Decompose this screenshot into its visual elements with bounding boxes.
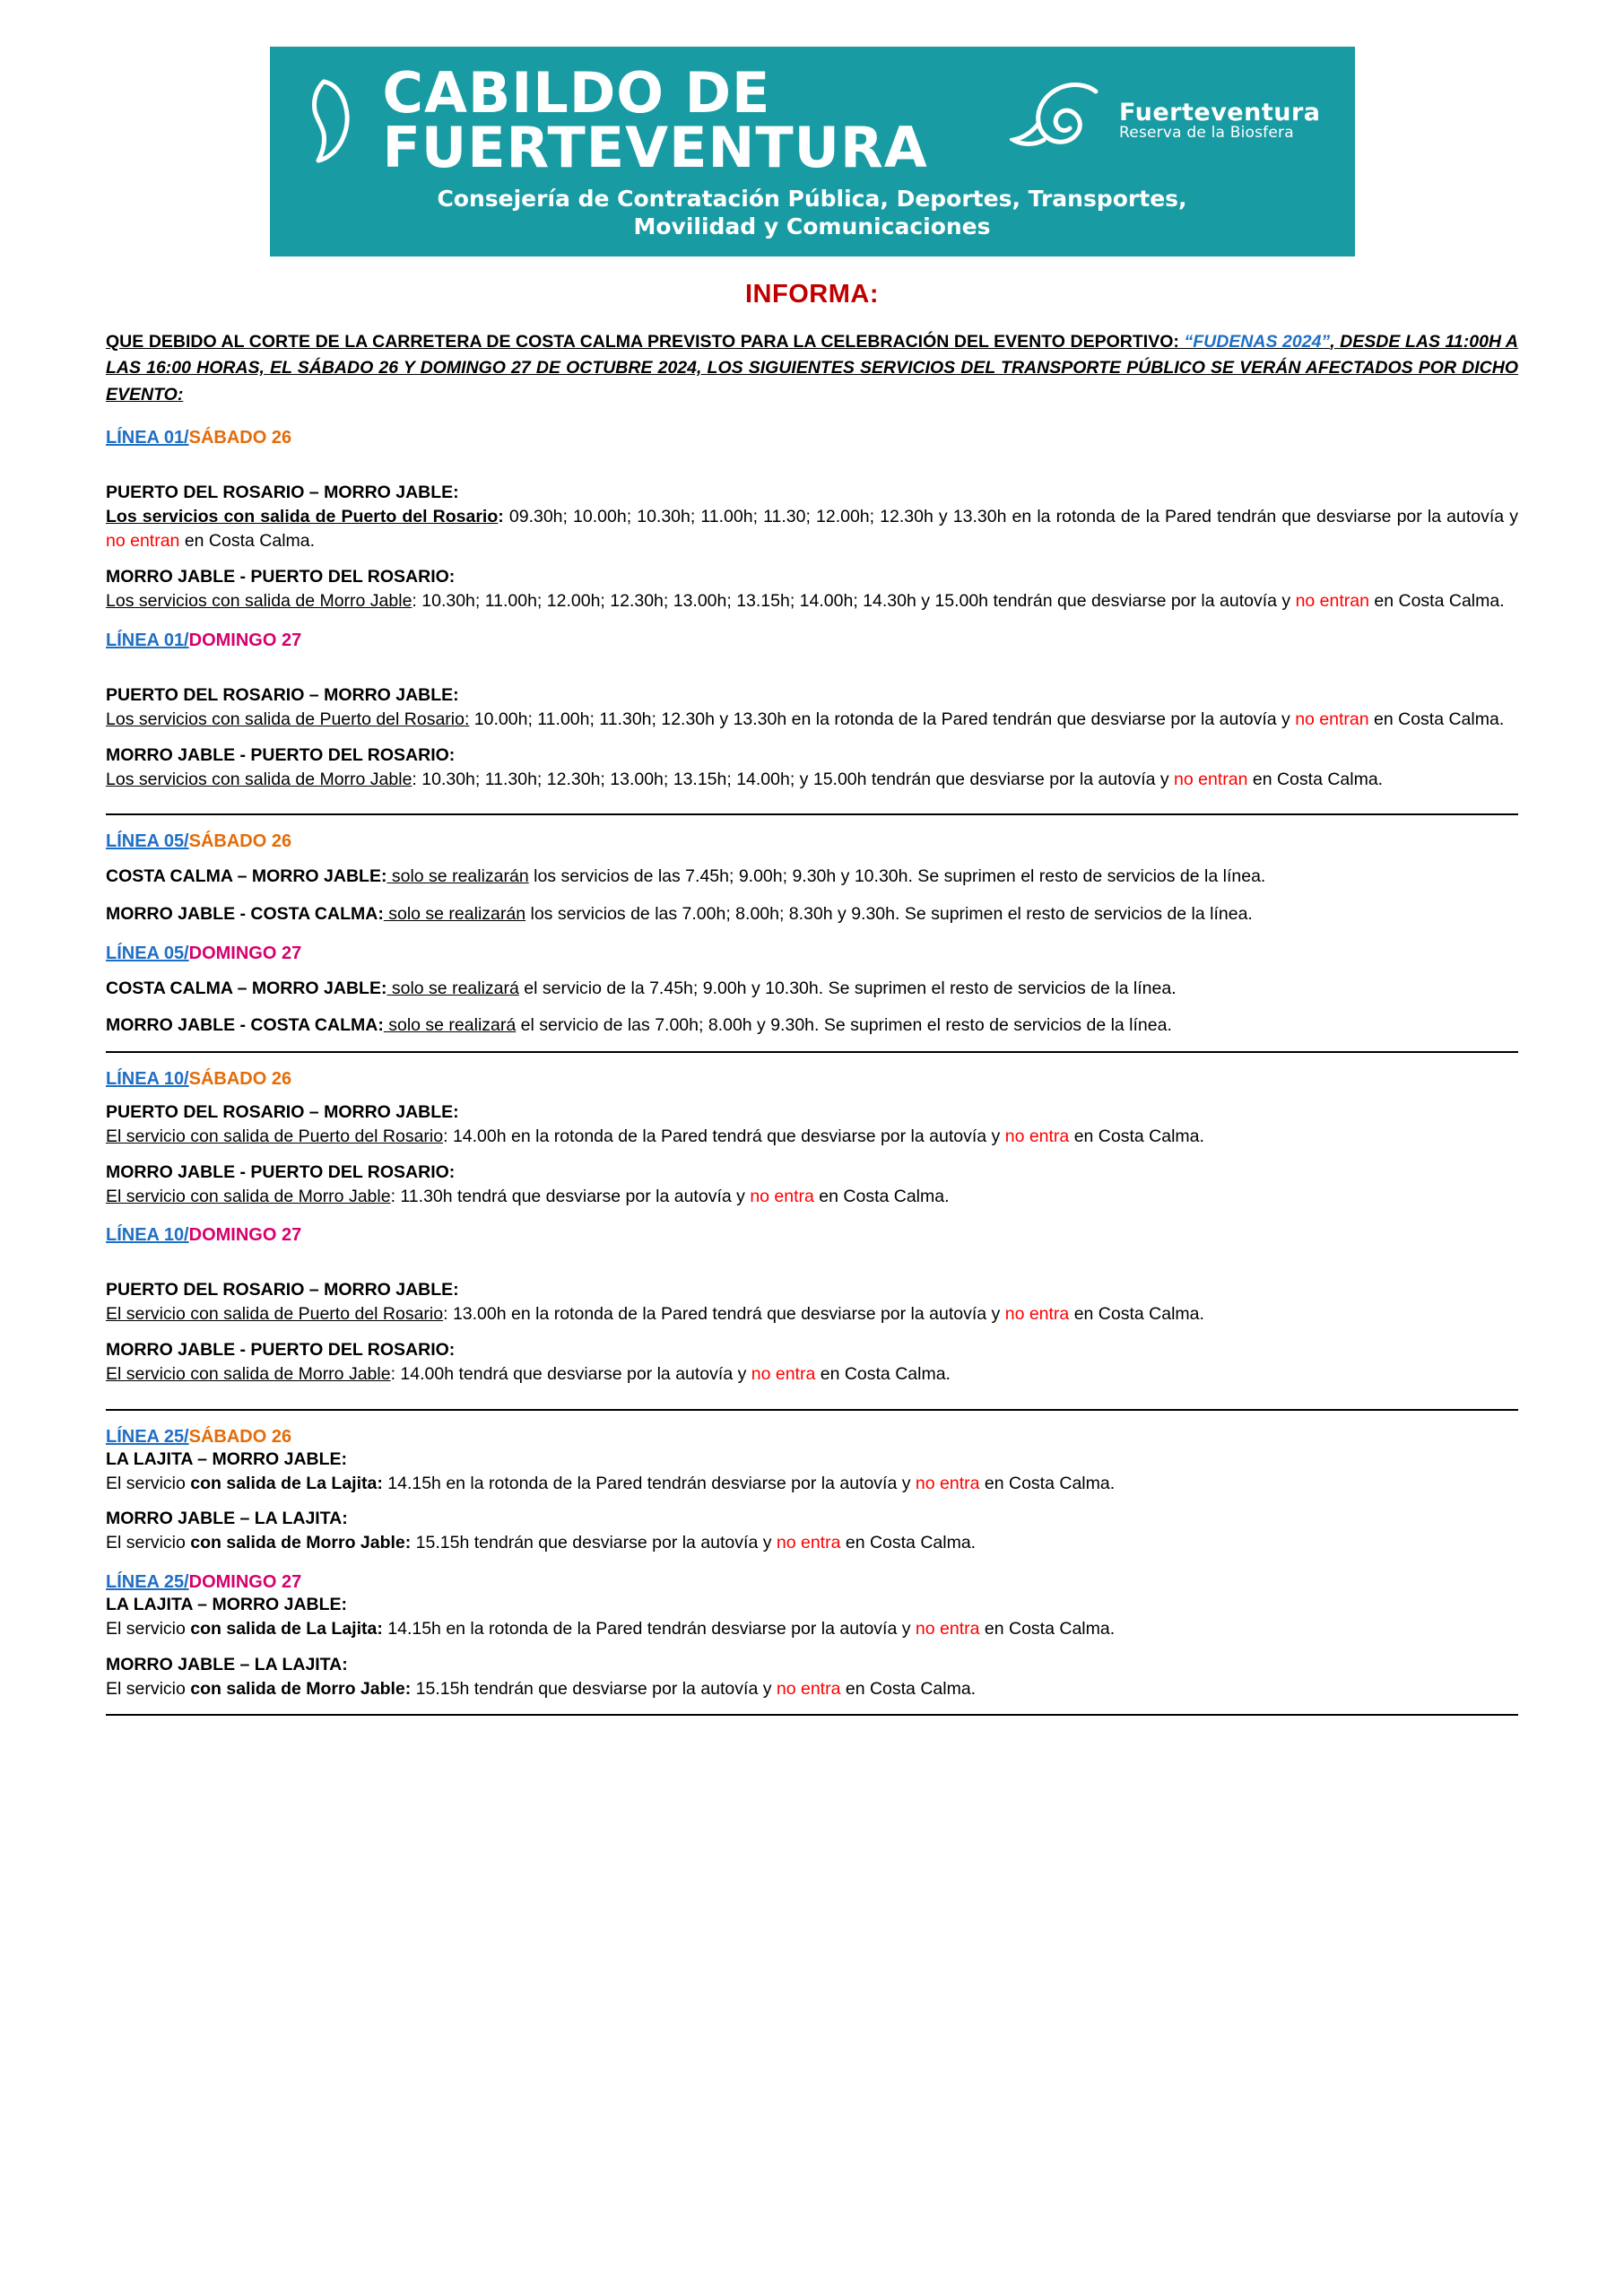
day-label: DOMINGO 27 <box>188 1225 302 1246</box>
banner-subtitle-line2: Movilidad y Comunicaciones <box>633 213 991 239</box>
informa-heading: INFORMA: <box>745 280 879 309</box>
route-times: los servicios de las 7.45h; 9.00h; 9.30h y 10.30h. Se suprimen el resto de servicios de la línea. <box>528 866 1266 887</box>
route-detail <box>106 1185 1518 1210</box>
route-highlight: no entran <box>1295 709 1369 729</box>
route-times: 09.30h; 10.00h; 10.30h; 11.00h; 11.30; 12.00h; 12.30h y 13.30h en la rotonda de la Pared tendrán que desviarse por la autovía y <box>503 506 1519 526</box>
route-tail: en Costa Calma. <box>815 1364 951 1384</box>
day-label: DOMINGO 27 <box>188 943 302 963</box>
route-lead: solo se realizará <box>383 1015 517 1036</box>
route-times: el servicio de las 7.00h; 8.00h y 9.30h. Se suprimen el resto de servicios de la línea. <box>516 1015 1172 1036</box>
route-tail: en Costa Calma. <box>840 1678 977 1699</box>
section-divider <box>106 813 1518 815</box>
banner-title-line1: CABILDO DE <box>382 60 771 126</box>
intro-part3: LOS SIGUIENTES SERVICIOS DEL TRANSPORTE PÚBLICO SE VERÁN AFECTADOS POR DICHO EVENTO: <box>106 358 1519 404</box>
route-title: MORRO JABLE – LA LAJITA: <box>106 1509 348 1529</box>
section-linea-05-domingo <box>106 944 1518 1039</box>
route-lead-tail: : <box>412 591 417 612</box>
route-highlight: no entra <box>915 1619 980 1639</box>
route-title: PUERTO DEL ROSARIO – MORRO JABLE: <box>106 1280 459 1300</box>
section-heading <box>106 1572 1518 1593</box>
route-lead: El servicio con salida de Morro Jable <box>106 1186 391 1206</box>
route-title: COSTA CALMA – MORRO JABLE: <box>106 978 387 998</box>
route-lead-tail: : <box>390 1364 395 1384</box>
route-detail <box>106 708 1518 733</box>
route-lead-plain: El servicio <box>106 1678 191 1699</box>
route-title: PUERTO DEL ROSARIO – MORRO JABLE: <box>106 482 459 502</box>
header-banner-wrapper <box>106 47 1518 257</box>
line-label: LÍNEA 10/ <box>106 1225 189 1246</box>
day-label: SÁBADO 26 <box>188 831 292 852</box>
section-linea-25-sabado <box>106 1427 1518 1556</box>
route-title: PUERTO DEL ROSARIO – MORRO JABLE: <box>106 684 459 705</box>
route-tail: en Costa Calma. <box>1247 769 1384 789</box>
route-lead: Los servicios con salida de Puerto del Rosario: <box>106 709 470 729</box>
day-label: SÁBADO 26 <box>188 1068 292 1089</box>
route-detail <box>106 902 1518 927</box>
route-title: MORRO JABLE - COSTA CALMA: <box>106 903 384 924</box>
section-heading <box>106 1225 1518 1246</box>
section-heading <box>106 428 1518 448</box>
route-lead: solo se realizarán <box>383 903 526 924</box>
reserva-text-block <box>1119 100 1320 142</box>
route-detail <box>106 977 1518 1002</box>
line-label: LÍNEA 05/ <box>106 831 189 852</box>
route-times: 13.00h en la rotonda de la Pared tendrá que desviarse por la autovía y <box>447 1304 1005 1325</box>
route-highlight: no entra <box>915 1473 980 1493</box>
banner-title-block <box>382 60 928 180</box>
line-label: LÍNEA 01/ <box>106 630 189 650</box>
route-title: PUERTO DEL ROSARIO – MORRO JABLE: <box>106 1101 459 1122</box>
route-detail <box>106 768 1518 793</box>
route-lead-plain: El servicio <box>106 1619 191 1639</box>
route-lead: Los servicios con salida de Puerto del Rosario <box>106 506 499 526</box>
line-label: LÍNEA 01/ <box>106 427 189 448</box>
route-highlight: no entra <box>776 1533 841 1553</box>
section-heading <box>106 831 1518 852</box>
route-tail: en Costa Calma. <box>840 1533 977 1553</box>
route-highlight: no entra <box>750 1186 814 1206</box>
section-heading <box>106 631 1518 651</box>
route-title: MORRO JABLE - COSTA CALMA: <box>106 1015 384 1036</box>
reserva-main-label: Fuerteventura <box>1119 98 1321 126</box>
reserva-biosfera-logo <box>1010 83 1327 159</box>
route-lead-tail: : <box>390 1186 395 1206</box>
route-title: MORRO JABLE - PUERTO DEL ROSARIO: <box>106 567 456 587</box>
section-heading <box>106 1427 1518 1448</box>
route-detail <box>106 1302 1518 1327</box>
section-divider <box>106 1051 1518 1053</box>
route-lead-plain: El servicio <box>106 1533 191 1553</box>
route-times: 14.00h en la rotonda de la Pared tendrá que desviarse por la autovía y <box>447 1126 1005 1146</box>
route-times: 10.00h; 11.00h; 11.30h; 12.30h y 13.30h en la rotonda de la Pared tendrán que desviarse por la autovía y <box>469 709 1296 729</box>
route-times: el servicio de la 7.45h; 9.00h y 10.30h. Se suprimen el resto de servicios de la línea. <box>518 978 1177 998</box>
banner-top-row <box>297 60 1328 180</box>
route-lead: con salida de Morro Jable: <box>190 1678 412 1699</box>
route-lead: El servicio con salida de Morro Jable <box>106 1364 391 1384</box>
route-highlight: no entra <box>1004 1126 1070 1146</box>
route-times: los servicios de las 7.00h; 8.00h; 8.30h y 9.30h. Se suprimen el resto de servicios de la línea. <box>525 903 1253 924</box>
section-linea-05-sabado <box>106 831 1518 926</box>
route-detail <box>106 1677 1518 1702</box>
route-detail <box>106 1531 1518 1556</box>
route-tail: en Costa Calma. <box>813 1186 950 1206</box>
route-times: 10.30h; 11.30h; 12.30h; 13.00h; 13.15h; 14.00h; y 15.00h tendrán que desviarse por la autovía y <box>416 769 1175 789</box>
header-banner <box>270 47 1355 257</box>
section-linea-10-sabado <box>106 1069 1518 1209</box>
route-tail: en Costa Calma. <box>179 531 316 552</box>
route-lead-tail: : <box>443 1126 448 1146</box>
line-label: LÍNEA 25/ <box>106 1572 189 1593</box>
route-lead: solo se realizará <box>386 978 519 998</box>
route-lead: Los servicios con salida de Morro Jable <box>106 591 413 612</box>
spiral-shell-icon <box>1010 83 1108 159</box>
route-title: MORRO JABLE - PUERTO DEL ROSARIO: <box>106 744 456 765</box>
section-linea-01-sabado <box>106 428 1518 614</box>
route-times: 15.15h tendrán que desviarse por la autovía y <box>411 1678 777 1699</box>
route-lead: con salida de La Lajita: <box>190 1619 383 1639</box>
intro-paragraph <box>106 329 1518 408</box>
route-highlight: no entra <box>751 1364 816 1384</box>
route-lead-tail: : <box>498 506 504 526</box>
line-label: LÍNEA 10/ <box>106 1068 189 1089</box>
route-times: 10.30h; 11.00h; 12.00h; 12.30h; 13.00h; 13.15h; 14.00h; 14.30h y 15.00h tendrán que desviarse por la autovía y <box>416 591 1296 612</box>
route-highlight: no entran <box>106 531 180 552</box>
route-times: 14.15h en la rotonda de la Pared tendrán desviarse por la autovía y <box>382 1473 916 1493</box>
banner-subtitle-line1: Consejería de Contratación Pública, Deportes, Transportes, <box>437 185 1187 212</box>
route-tail: en Costa Calma. <box>1069 1304 1204 1325</box>
section-divider <box>106 1409 1518 1411</box>
route-highlight: no entran <box>1295 591 1369 612</box>
route-lead: con salida de La Lajita: <box>190 1473 383 1493</box>
line-label: LÍNEA 05/ <box>106 943 189 963</box>
section-linea-25-domingo <box>106 1572 1518 1701</box>
route-tail: en Costa Calma. <box>1069 1126 1204 1146</box>
day-label: DOMINGO 27 <box>188 630 302 650</box>
route-detail <box>106 1472 1518 1497</box>
day-label: SÁBADO 26 <box>188 427 292 448</box>
reserva-sub-label: Reserva de la Biosfera <box>1119 124 1294 142</box>
intro-part1: QUE DEBIDO AL CORTE DE LA CARRETERA DE COSTA CALMA PREVISTO PARA LA CELEBRACIÓN DEL EVENTO DEPORTIVO: <box>106 332 1185 352</box>
route-title: MORRO JABLE – LA LAJITA: <box>106 1654 348 1674</box>
route-times: 15.15h tendrán que desviarse por la autovía y <box>411 1533 777 1553</box>
route-detail <box>106 1617 1518 1642</box>
route-highlight: no entran <box>1174 769 1248 789</box>
route-times: 14.15h en la rotonda de la Pared tendrán desviarse por la autovía y <box>382 1619 916 1639</box>
section-heading <box>106 944 1518 964</box>
fuerteventura-island-icon <box>297 78 367 164</box>
route-title: LA LAJITA – MORRO JABLE: <box>106 1448 348 1469</box>
intro-part2: , DESDE LAS 11:00H A LAS 16:00 HORAS, EL SÁBADO 26 Y DOMINGO 27 DE OCTUBRE 2024, <box>106 332 1518 378</box>
banner-brand <box>297 60 928 180</box>
route-lead: con salida de Morro Jable: <box>190 1533 412 1553</box>
route-title: MORRO JABLE - PUERTO DEL ROSARIO: <box>106 1161 456 1182</box>
route-tail: en Costa Calma. <box>1368 709 1505 729</box>
route-tail: en Costa Calma. <box>979 1473 1116 1493</box>
route-title: LA LAJITA – MORRO JABLE: <box>106 1595 348 1615</box>
route-tail: en Costa Calma. <box>979 1619 1116 1639</box>
route-lead: solo se realizarán <box>386 866 529 887</box>
route-title: MORRO JABLE - PUERTO DEL ROSARIO: <box>106 1340 456 1360</box>
section-divider <box>106 1714 1518 1716</box>
section-linea-10-domingo <box>106 1225 1518 1387</box>
day-label: DOMINGO 27 <box>188 1572 302 1593</box>
section-linea-01-domingo <box>106 631 1518 792</box>
route-detail <box>106 1362 1518 1387</box>
route-lead: El servicio con salida de Puerto del Rosario <box>106 1304 444 1325</box>
route-lead-tail: : <box>412 769 417 789</box>
route-tail: en Costa Calma. <box>1368 591 1505 612</box>
route-title: COSTA CALMA – MORRO JABLE: <box>106 866 387 887</box>
section-heading <box>106 1069 1518 1090</box>
route-detail <box>106 1013 1518 1039</box>
route-lead-plain: El servicio <box>106 1473 191 1493</box>
banner-subtitle <box>297 185 1328 241</box>
route-highlight: no entra <box>776 1678 841 1699</box>
route-lead-tail: : <box>443 1304 448 1325</box>
route-highlight: no entra <box>1004 1304 1070 1325</box>
route-detail <box>106 505 1518 554</box>
route-lead: El servicio con salida de Puerto del Rosario <box>106 1126 444 1146</box>
route-detail <box>106 865 1518 890</box>
route-times: 11.30h tendrá que desviarse por la autovía y <box>395 1186 751 1206</box>
route-detail <box>106 589 1518 614</box>
route-lead: Los servicios con salida de Morro Jable <box>106 769 413 789</box>
route-times: 14.00h tendrá que desviarse por la autovía y <box>395 1364 751 1384</box>
day-label: SÁBADO 26 <box>188 1426 292 1447</box>
intro-event-name: “FUDENAS 2024” <box>1184 332 1331 352</box>
route-detail <box>106 1125 1518 1150</box>
banner-title-line2: FUERTEVENTURA <box>382 114 928 180</box>
line-label: LÍNEA 25/ <box>106 1426 189 1447</box>
